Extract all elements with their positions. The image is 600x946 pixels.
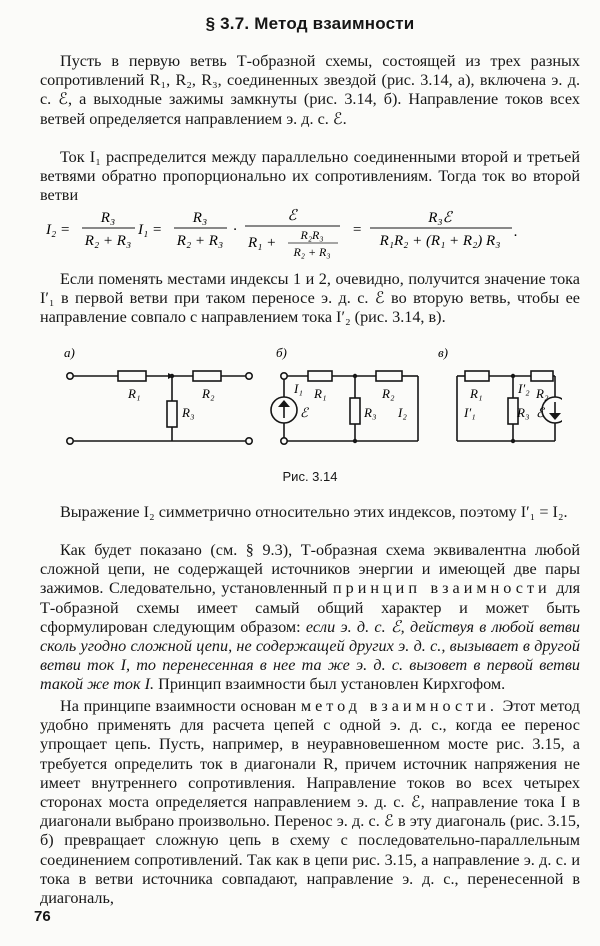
resistor-r3-b [350, 398, 360, 424]
fig-b-i2: I₂ [398, 405, 407, 420]
fig-b-r2: R₂ [382, 386, 395, 401]
section-title: § 3.7. Метод взаимности [205, 14, 415, 33]
paragraph-5-b: для Т-образной схемы имеет самый общий характер и может быть сформулирован следующим образом: [40, 579, 581, 636]
fig-c-i1p: I′₁ [464, 405, 476, 420]
resistor-r1-a [118, 371, 146, 381]
paragraph-6 [40, 697, 580, 908]
formula-f3-num: ℰ [287, 208, 297, 224]
formula-eq: = [352, 222, 363, 238]
formula-f3-den-a: R₁ + [248, 235, 277, 251]
fig-c-r3: R₃ [517, 405, 530, 420]
paragraph-5-a: Как будет показано (см. § 9.3), Т-образная схема эквивалентна любой сложной цепи, не содержащей источников энергии и имеющей две пары зажимов. Следовательно, установленный [40, 541, 580, 598]
formula-dot: · [233, 222, 237, 238]
resistor-r2-c [531, 371, 553, 381]
formula-f2-den: R₂ + R₃ [176, 233, 224, 249]
resistor-r1-c [465, 371, 489, 381]
formula-f3-den-den: R₂ + R₃ [293, 245, 331, 259]
formula-f2-num: R₃ [192, 210, 208, 226]
paragraph-2: Ток I₁ распределится между параллельно соединенными второй и третьей ветвями обратно пропорционально их сопротивлениям. Тогда ток во второй ветви [40, 148, 580, 205]
fig-b-r3: R₃ [364, 405, 377, 420]
fig-a-r1: R₁ [128, 386, 141, 401]
fig-b-i1: I₁ [294, 381, 303, 396]
fig-b-r1: R₁ [314, 386, 327, 401]
formula-f4-num: R₃ℰ [428, 210, 452, 226]
fig-b-emf: ℰ [300, 405, 308, 420]
formula-f1-den: R₂ + R₃ [84, 233, 132, 249]
fig-a-r3: R₃ [182, 405, 195, 420]
formula-f4-den: R₁R₂ + (R₁ + R₂) R₃ [379, 233, 501, 249]
paragraph-3: Если поменять местами индексы 1 и 2, очевидно, получится значение тока I′₁ в первой ветви при таком переносе э. д. с. ℰ во вторую ветвь, чтобы ее направление совпало с направлением тока I′₂ (рис. 3.14, в). [40, 270, 580, 327]
formula-i1: I₁ = [138, 222, 163, 238]
fig-label-a: а) [64, 345, 75, 360]
figure-3-14 [62, 345, 562, 455]
resistor-r2-b [376, 371, 402, 381]
fig-c-r1: R₁ [470, 386, 483, 401]
paragraph-6-b: Этот метод удобно применять для расчета цепей с одной э. д. с., когда ее перенос упрощает цепь. Пусть, например, в неуравновешенном мосте рис. 3.15, а требуется определить ток в диагонали R, причем источник напряжения не имеет внутреннего сопротивления. Направление токов во всех четырех сторонах моста определяется направлением э. д. с. ℰ, направление тока I в диагонали выбрано произвольно. Перенос э. д. с. ℰ в эту диагональ (рис. 3.15, б) превращает сложную цепь в схему с последовательно-параллельным соединением сопротивлений. Так как в цепи рис. 3.15, а направление э. д. с. и тока в ветви источника совпадают, направление э. д. с., перенесенной в диагональ, [40, 697, 581, 908]
paragraph-6-spaced: метод взаимности. [300, 697, 498, 715]
fig-c-emf: ℰ [536, 405, 544, 420]
paragraph-1: Пусть в первую ветвь Т-образной схемы, состоящей из трех разных сопротивлений R₁, R₂, R₃, соединенных звездой (рис. 3.14, а), включена э. д. с. ℰ, а выходные зажимы замкнуты (рис. 3.14, б). Направление токов всех ветвей определяется направлением э. д. с. ℰ. [40, 52, 580, 128]
paragraph-4: Выражение I₂ симметрично относительно этих индексов, поэтому I′₁ = I₂. [60, 503, 568, 521]
formula-f1-num: R₃ [100, 210, 116, 226]
fig-a-r2: R₂ [202, 386, 215, 401]
resistor-r2-a [193, 371, 221, 381]
paragraph-5-c: Принцип взаимности был установлен Кирхгофом. [158, 675, 506, 694]
fig-label-c: в) [438, 345, 448, 360]
fig-label-b: б) [276, 345, 287, 360]
formula-i2 [40, 193, 580, 263]
paragraph-6-a: На принципе взаимности основан [60, 697, 297, 715]
formula-end: . [514, 224, 518, 240]
paragraph-5-italic: если э. д. с. ℰ, действуя в любой ветви сколь угодно сложной цепи, не содержащей других э. д. с., вызывает в другой ветви ток I, то перенесенная в нее та же э. д. с. вызовет в первой ветви такой же ток I. [40, 617, 581, 694]
fig-c-i2p: I′₂ [518, 381, 530, 396]
paragraph-5 [40, 541, 580, 695]
paragraph-5-spaced: принцип взаимности [332, 579, 551, 598]
resistor-r1-b [308, 371, 332, 381]
fig-c-r2: R₂ [536, 386, 549, 401]
resistor-r3-a [167, 401, 177, 427]
page-number: 76 [34, 908, 51, 925]
figure-caption: Рис. 3.14 [282, 469, 338, 484]
formula-f3-den-num: R₂R₃ [300, 228, 324, 242]
formula-lhs: I₂ = [46, 222, 71, 238]
